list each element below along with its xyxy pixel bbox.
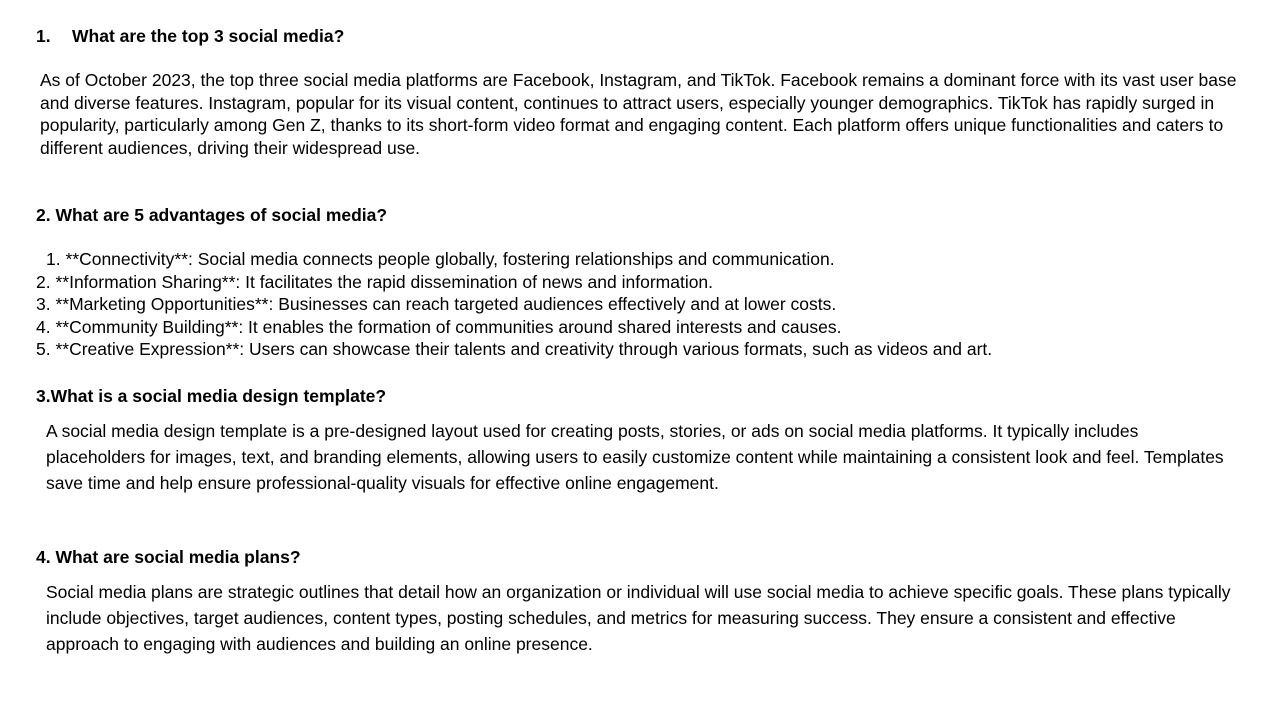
advantages-list	[36, 248, 1240, 361]
section-4-body: Social media plans are strategic outlines that detail how an organization or individual will use social media to achieve specific goals. These plans typically include objectives, target audiences, content types, posting schedules, and metrics for measuring success. They ensure a consistent and effective approach to engaging with audiences and building an online presence.	[46, 582, 1231, 654]
section-1-heading	[36, 25, 1240, 47]
section-3-heading: 3.What is a social media design template?	[36, 386, 387, 406]
section-3-body: A social media design template is a pre-designed layout used for creating posts, stories, or ads on social media platforms. It typically includes placeholders for images, text, and branding elements, allowing users to easily customize content while maintaining a consistent look and feel. Templates save time and help ensure professional-quality visuals for effective online engagement.	[46, 421, 1224, 493]
section-4-heading: 4. What are social media plans?	[36, 547, 301, 567]
section-1-title: What are the top 3 social media?	[72, 26, 345, 46]
list-item: 5. **Creative Expression**: Users can showcase their talents and creativity through various formats, such as videos and art.	[36, 339, 993, 359]
section-1-body: As of October 2023, the top three social media platforms are Facebook, Instagram, and TikTok. Facebook remains a dominant force with its vast user base and diverse features. Instagram, popular for its visual content, continues to attract users, especially younger demographics. TikTok has rapidly surged in popularity, particularly among Gen Z, thanks to its short-form video format and engaging content. Each platform offers unique functionalities and caters to different audiences, driving their widespread use.	[40, 70, 1237, 158]
section-1-number: 1.	[36, 26, 51, 46]
list-item: 3. **Marketing Opportunities**: Businesses can reach targeted audiences effectively and at lower costs.	[36, 294, 837, 314]
list-item: 2. **Information Sharing**: It facilitates the rapid dissemination of news and information.	[36, 271, 714, 292]
section-2-heading: 2. What are 5 advantages of social media?	[36, 205, 388, 225]
list-item: 4. **Community Building**: It enables the formation of communities around shared interests and causes.	[36, 316, 842, 337]
list-item: 1. **Connectivity**: Social media connects people globally, fostering relationships and communication.	[46, 249, 835, 269]
